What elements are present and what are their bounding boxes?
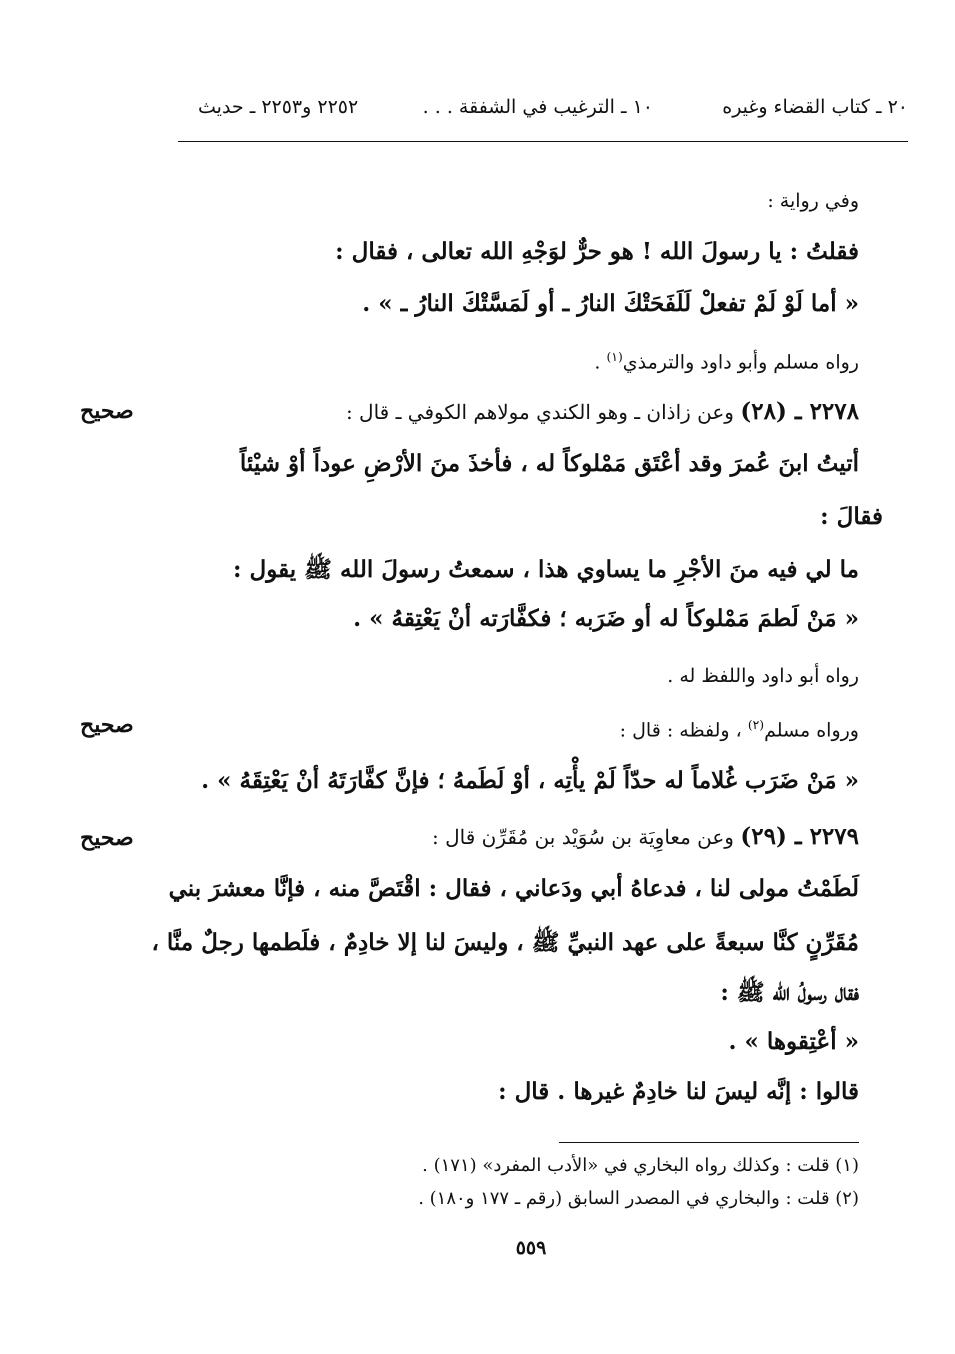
- source-end: ، ولفظه : قال :: [619, 719, 748, 742]
- text-line: فقال رسولُ الله ﷺ :: [720, 979, 859, 1006]
- text-line: أتيتُ ابنَ عُمرَ وقد أعْتَق مَمْلوكاً له ، فأخذَ منَ الأرْضِ عوداً أوْ شيْئاً: [239, 450, 859, 477]
- narration-intro: وفي رواية :: [767, 190, 859, 212]
- source-line: [620, 718, 859, 741]
- hadith-number: ٢٢٧٩ ـ (٢٩): [740, 823, 859, 850]
- header-chapter: ٢٠ ـ كتاب القضاء وغيره: [722, 96, 908, 118]
- hadith-isnad: وعن معاوِيَة بن سُوَيْد بن مُقَرِّن قال :: [432, 825, 741, 849]
- text-line: قالوا : إنَّه ليسَ لنا خادِمٌ غيرها . قال :: [498, 1078, 859, 1105]
- hadith-quote: « أعْتِقوها » .: [728, 1028, 859, 1055]
- source-text: ورواه مسلم: [764, 719, 859, 742]
- hadith-quote: « مَنْ لَطمَ مَمْلوكاً له أو ضَرَبه ؛ فكفَّارَته أنْ يَعْتِقهُ » .: [353, 605, 859, 632]
- text-line: ما لي فيه منَ الأجْرِ ما يساوي هذا ، سمعتُ رسولَ الله ﷺ يقول :: [233, 556, 859, 583]
- grade-label: صحيح: [80, 398, 134, 424]
- running-header: [178, 96, 908, 126]
- hadith-quote: « مَنْ ضَرَب غُلاماً له حدّاً لَمْ يأْتِه ، أوْ لَطَمهُ ؛ فإنَّ كفَّارَتَهُ أنْ يَعْتِقَهُ » .: [201, 767, 859, 794]
- text-line: فقلتُ : يا رسولَ الله ! هو حرٌّ لوَجْهِ الله تعالى ، فقال :: [335, 238, 859, 265]
- hadith-2278-heading: [346, 398, 859, 425]
- header-hadith-range: ٢٢٥٢ و٢٢٥٣ ـ حديث: [198, 96, 359, 118]
- header-section: ١٠ ـ الترغيب في الشفقة . . .: [422, 96, 653, 118]
- grade-label: صحيح: [80, 712, 134, 738]
- hadith-isnad: وعن زاذان ـ وهو الكندي مولاهم الكوفي ـ قال :: [345, 400, 741, 424]
- hadith-2279-heading: [432, 823, 859, 850]
- source-line: [594, 350, 859, 373]
- footnote-ref: (١): [606, 350, 623, 364]
- hadith-number: ٢٢٧٨ ـ (٢٨): [740, 398, 859, 425]
- footnote: (١) قلت : وكذلك رواه البخاري في «الأدب المفرد» (١٧١) .: [422, 1155, 859, 1176]
- source-line: رواه أبو داود واللفظ له .: [667, 665, 859, 687]
- text-line: لَطَمْتُ مولى لنا ، فدعاهُ أبي ودَعاني ، فقال : اقْتَصَّ منه ، فإنَّا معشرَ بني: [168, 875, 859, 902]
- page-number: ٥٥٩: [515, 1237, 547, 1259]
- grade-label: صحيح: [80, 825, 134, 851]
- header-divider: [178, 141, 908, 142]
- source-text: رواه مسلم وأبو داود والترمذي: [622, 351, 859, 374]
- hadith-quote: « أما لَوْ لَمْ تفعلْ لَلَفَحَتْكَ النارُ ـ أو لَمَسَّتْكَ النارُ ـ » .: [362, 290, 859, 317]
- text-line: مُقَرِّنٍ كنَّا سبعةً على عهد النبيِّ ﷺ ، وليسَ لنا إلا خادِمٌ ، فلَطمها رجلٌ منَّا ،: [151, 929, 859, 956]
- footnote-divider: [559, 1142, 859, 1143]
- text-line: فقالَ :: [820, 503, 883, 530]
- source-end: .: [594, 351, 607, 374]
- footnote-ref: (٢): [747, 718, 765, 732]
- footnote: (٢) قلت : والبخاري في المصدر السابق (رقم ـ ١٧٧ و١٨٠) .: [418, 1188, 859, 1209]
